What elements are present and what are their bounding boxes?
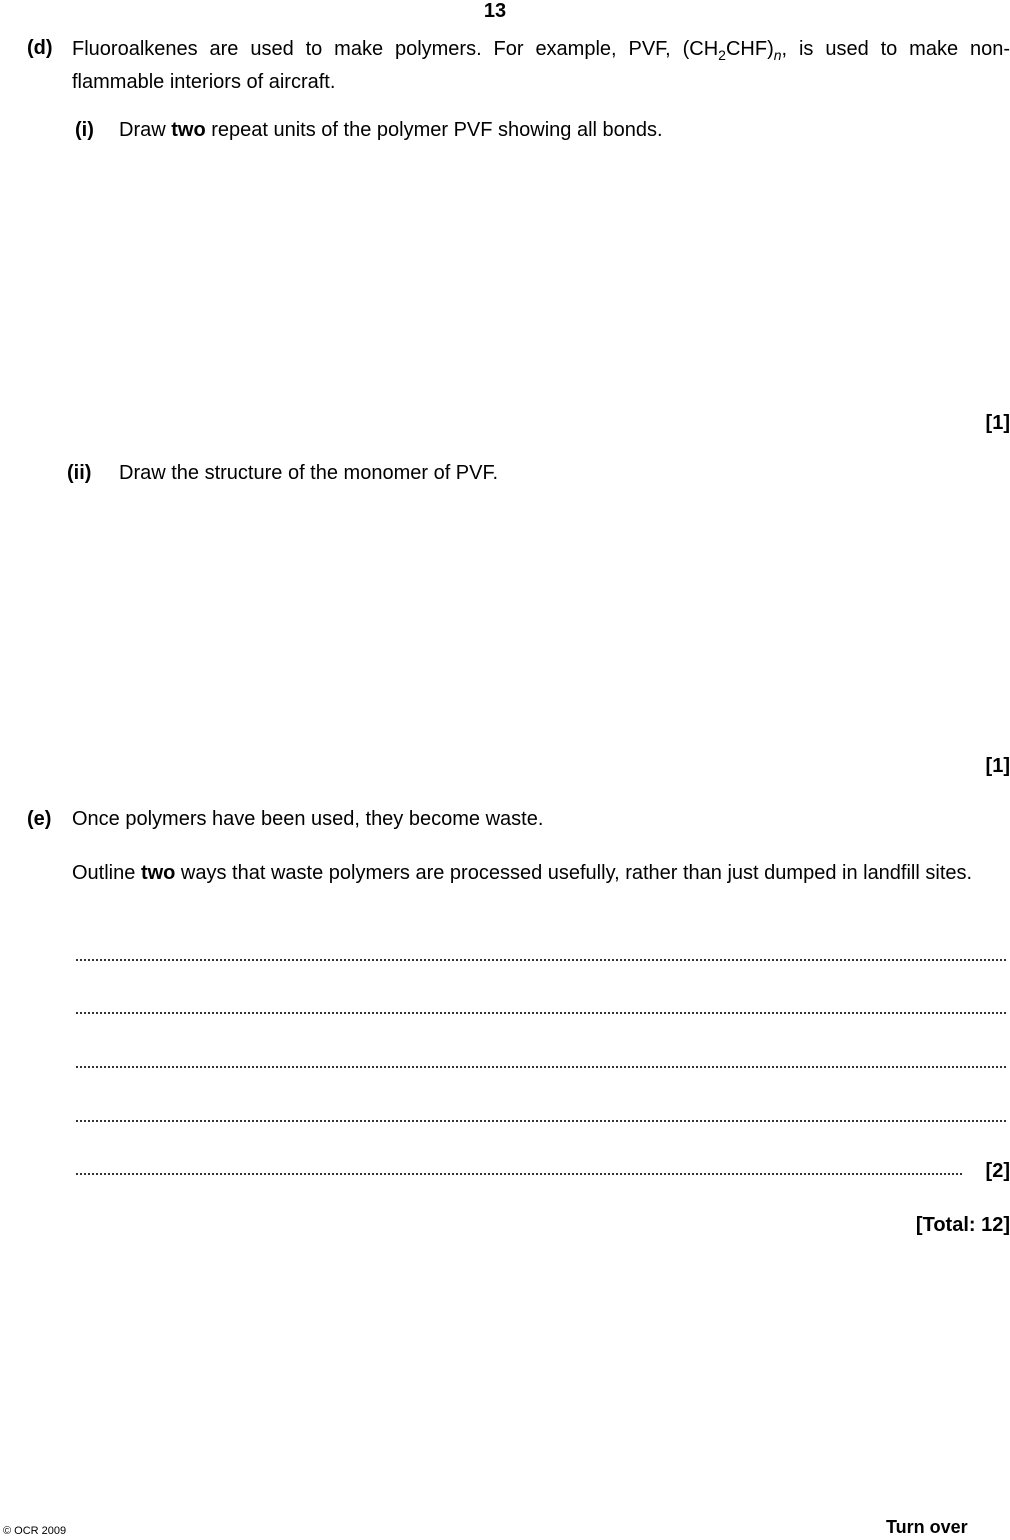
part-d-i-question: Draw two repeat units of the polymer PVF showing all bonds. (119, 119, 663, 141)
answer-line[interactable] (75, 1172, 963, 1176)
part-d-intro: Fluoroalkenes are used to make polymers. For example, PVF, $(CH_2CHF)_n$, is used to make non-flammable interiors of aircraft. (72, 38, 1010, 93)
answer-line[interactable] (75, 1011, 1008, 1015)
part-e-intro: Once polymers have been used, they become waste. (72, 808, 544, 830)
total-mark: [Total: 12] (915, 1214, 1010, 1236)
copyright: © OCR 2009 (3, 1525, 67, 1537)
answer-line[interactable] (75, 958, 1008, 962)
part-e-mark: [2] (985, 1160, 1010, 1182)
turn-over: Turn over (886, 1517, 968, 1537)
part-d-i-mark: [1] (985, 412, 1010, 434)
part-e-label: (e) (27, 808, 52, 830)
answer-line[interactable] (75, 1065, 1008, 1069)
part-d-ii-mark: [1] (985, 755, 1010, 777)
part-d-i-answer-space[interactable] (119, 150, 1009, 400)
part-d-label: (d) (27, 37, 53, 59)
part-d-ii-answer-space[interactable] (119, 495, 1009, 745)
part-d-ii-question: Draw the structure of the monomer of PVF. (119, 462, 499, 484)
answer-line[interactable] (75, 1119, 1008, 1123)
part-d-i-label: (i) (75, 119, 94, 141)
part-e-question: Outline two ways that waste polymers are processed usefully, rather than just dumped in landfill sites. (72, 862, 973, 884)
page-number: 13 (483, 0, 507, 22)
part-d-ii-label: (ii) (67, 462, 92, 484)
